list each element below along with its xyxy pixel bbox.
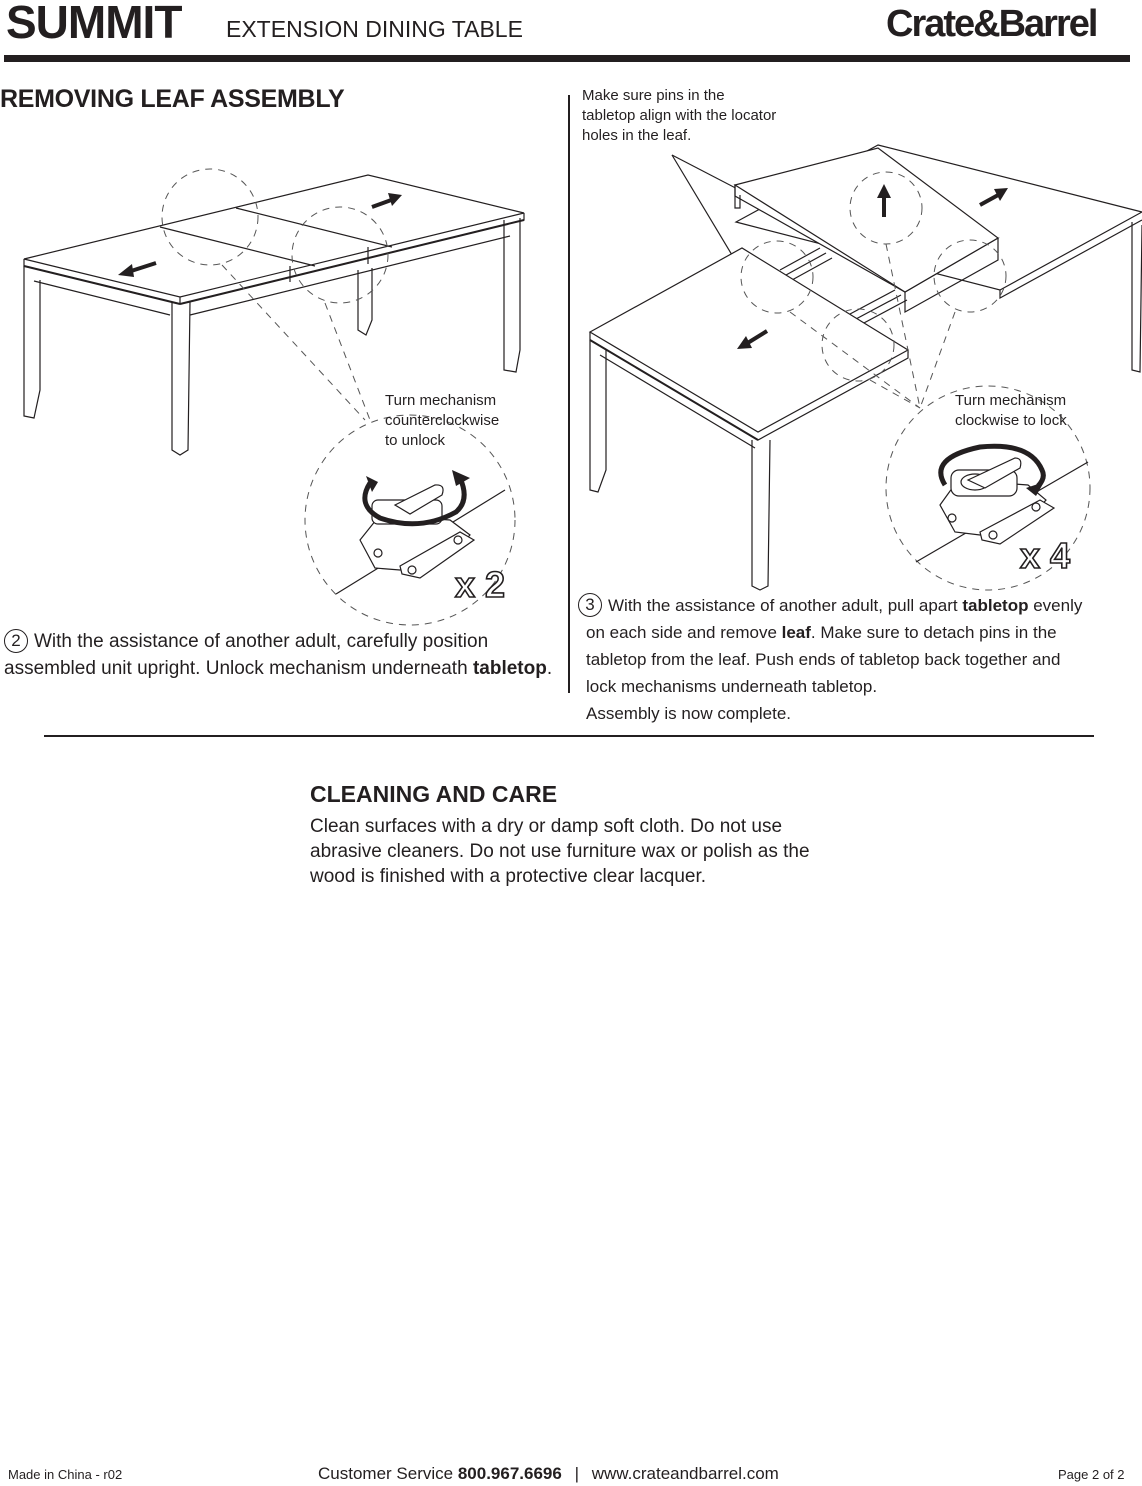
bold-tabletop: tabletop [962,596,1029,615]
quantity-x4: x 4 [1020,535,1071,576]
bold-tabletop: tabletop [472,658,547,679]
step-3: 3 With the assistance of another adult, pull apart tabletop evenly on each side and remove leaf. Make sure to detach pins in the tabletop from the leaf. Push ends of tabletop back together and lock mechanisms underneath tabletop. Assembly is now complete. [578,592,1142,727]
customer-service-phone[interactable]: 800.967.6696 [457,1464,562,1483]
pins-callout: Make sure pins in the tabletop align with the locator holes in the leaf. [582,87,777,144]
brand-logo: Crate&Barrel [886,3,1097,45]
unlock-callout: Turn mechanism counterclockwise to unlock [385,392,500,449]
care-body: Clean surfaces with a dry or damp soft cloth. Do not use abrasive cleaners. Do not use furniture wax or polish as the wood is finished with a protective clear lacquer. [310,816,810,887]
care-title: CLEANING AND CARE [310,781,558,807]
step-number-2: 2 [4,629,28,653]
lock-callout: Turn mechanism clockwise to lock [955,392,1067,429]
page-number: Page 2 of 2 [1058,1467,1125,1482]
bold-leaf: leaf [781,623,811,642]
quantity-x2: x 2 [455,564,506,605]
step-2: 2 With the assistance of another adult, carefully position assembled unit upright. Unlock mechanism underneath tabletop. [4,631,553,679]
product-name: SUMMIT [6,0,182,48]
lock-mechanism-icon [940,458,1054,544]
step-number-3: 3 [578,593,602,617]
product-type: EXTENSION DINING TABLE [226,16,523,42]
footer-origin: Made in China - r02 [8,1467,123,1482]
table-separated-illustration-icon [0,0,1142,600]
section-title: REMOVING LEAF ASSEMBLY [0,85,345,113]
footer-contact: Customer Service 800.967.6696 | www.crateandbarrel.com [318,1464,779,1483]
section-rule [44,735,1094,737]
website-link[interactable]: www.crateandbarrel.com [591,1464,779,1483]
